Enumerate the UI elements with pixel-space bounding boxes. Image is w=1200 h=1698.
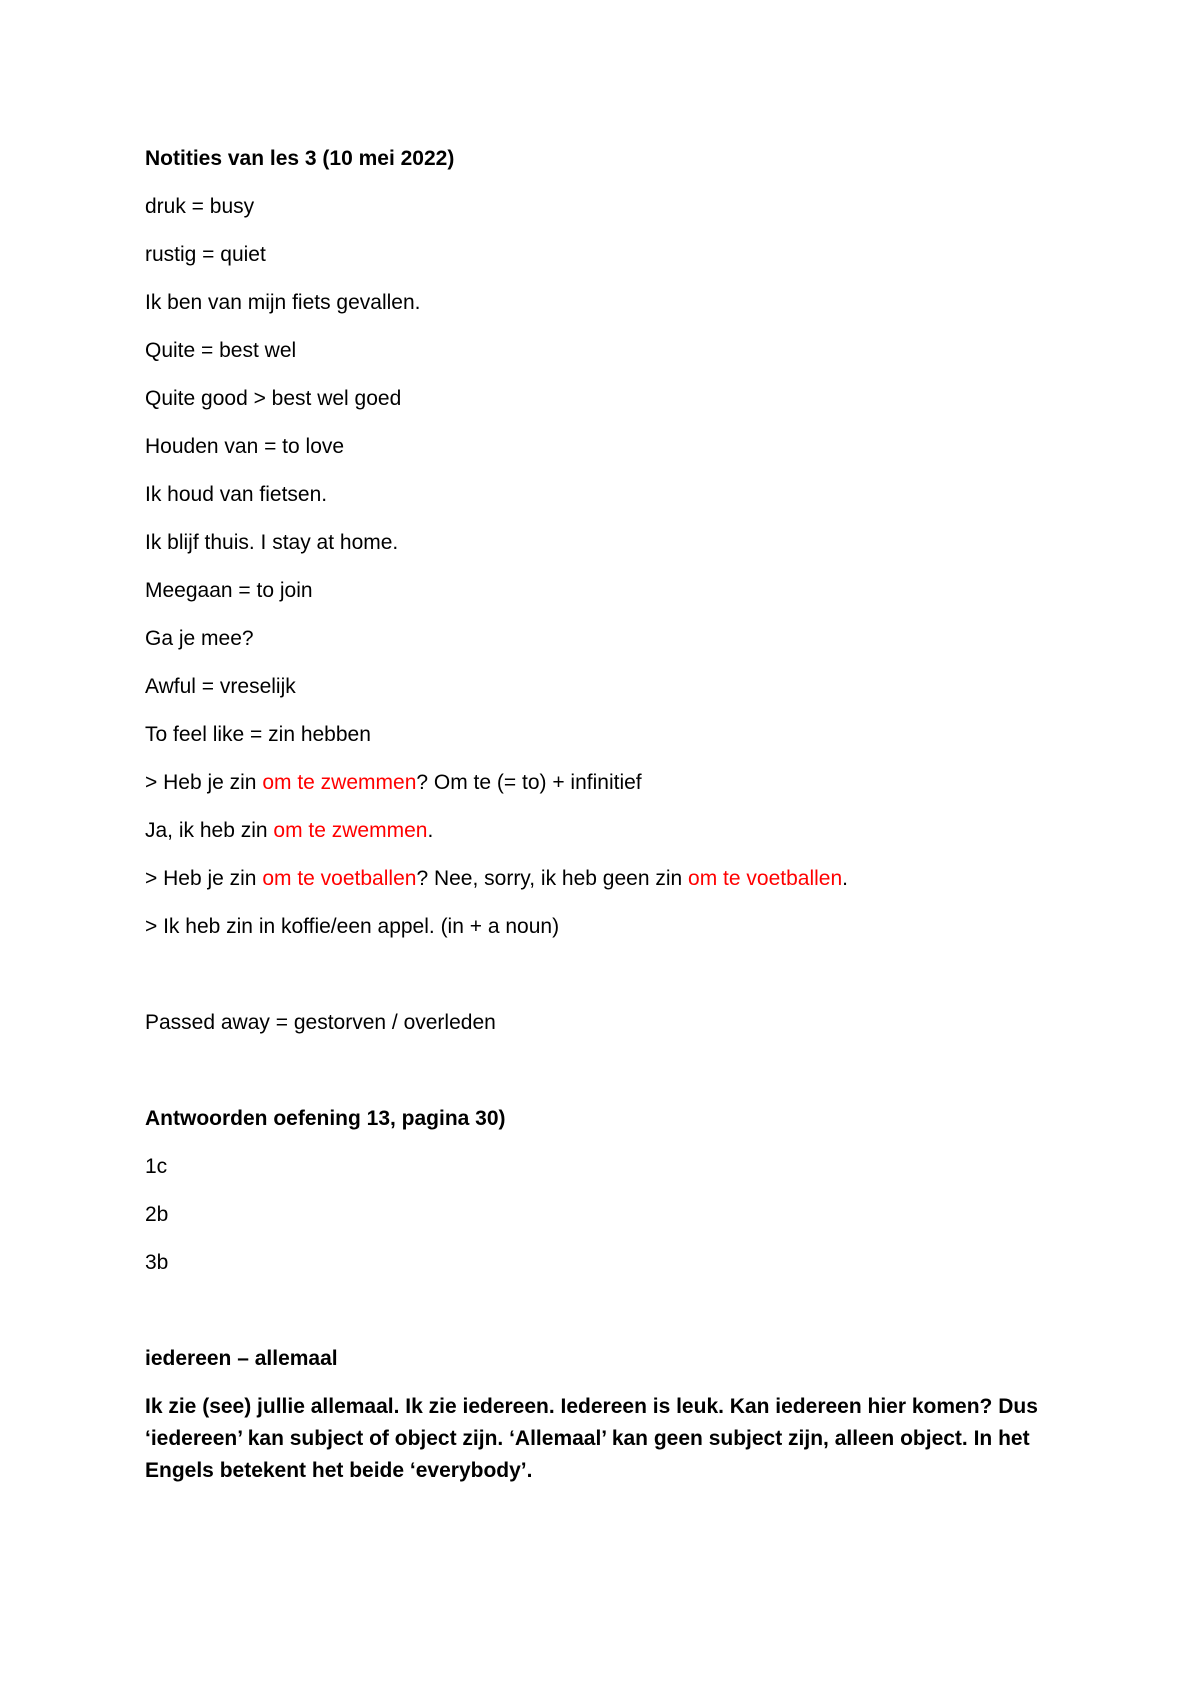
vocab-line: Meegaan = to join — [145, 579, 313, 602]
example-text: > Heb je zin — [145, 771, 263, 794]
example-text: ? Om te (= to) + infinitief — [416, 771, 642, 794]
example-line-3 — [145, 866, 848, 892]
example-line-2 — [145, 818, 433, 844]
example-text: ? Nee, sorry, ik heb geen zin — [416, 867, 689, 890]
highlight-phrase: om te voetballen — [262, 867, 417, 890]
passed-away-line: Passed away = gestorven / overleden — [145, 1011, 496, 1034]
vocab-line: Ga je mee? — [145, 627, 254, 650]
vocab-line: To feel like = zin hebben — [145, 723, 371, 746]
answer-item: 3b — [145, 1251, 169, 1274]
example-line-1 — [145, 770, 642, 796]
answers-heading: Antwoorden oefening 13, pagina 30) — [145, 1107, 506, 1130]
answer-item: 1c — [145, 1155, 168, 1178]
vocab-line: Ik ben van mijn fiets gevallen. — [145, 291, 421, 314]
vocab-line: rustig = quiet — [145, 243, 266, 266]
vocab-line: Quite good > best wel goed — [145, 387, 402, 410]
vocab-line: Houden van = to love — [145, 435, 345, 458]
highlight-phrase: om te voetballen — [688, 867, 843, 890]
example-line-4: > Ik heb zin in koffie/een appel. (in + a noun) — [145, 915, 560, 938]
example-text: . — [842, 867, 848, 890]
answer-item: 2b — [145, 1203, 169, 1226]
iedereen-paragraph: Ik zie (see) jullie allemaal. Ik zie iedereen. Iedereen is leuk. Kan iedereen hier komen? Dus ‘iedereen’ kan subject of object zijn. ‘Allemaal’ kan geen subject zijn, alleen object. In het Engels betekent het beide ‘everybody’. — [145, 1395, 1038, 1482]
notes-heading: Notities van les 3 (10 mei 2022) — [145, 147, 455, 170]
vocab-line: druk = busy — [145, 195, 255, 218]
highlight-phrase: om te zwemmen — [273, 819, 428, 842]
example-text: . — [427, 819, 434, 842]
vocab-line: Ik houd van fietsen. — [145, 483, 328, 506]
example-text: > Heb je zin — [145, 867, 263, 890]
vocab-line: Quite = best wel — [145, 339, 297, 362]
vocab-line: Ik blijf thuis. I stay at home. — [145, 531, 399, 554]
example-text: Ja, ik heb zin — [145, 819, 274, 842]
iedereen-heading: iedereen – allemaal — [145, 1347, 338, 1370]
highlight-phrase: om te zwemmen — [262, 771, 417, 794]
vocab-line: Awful = vreselijk — [145, 675, 296, 698]
